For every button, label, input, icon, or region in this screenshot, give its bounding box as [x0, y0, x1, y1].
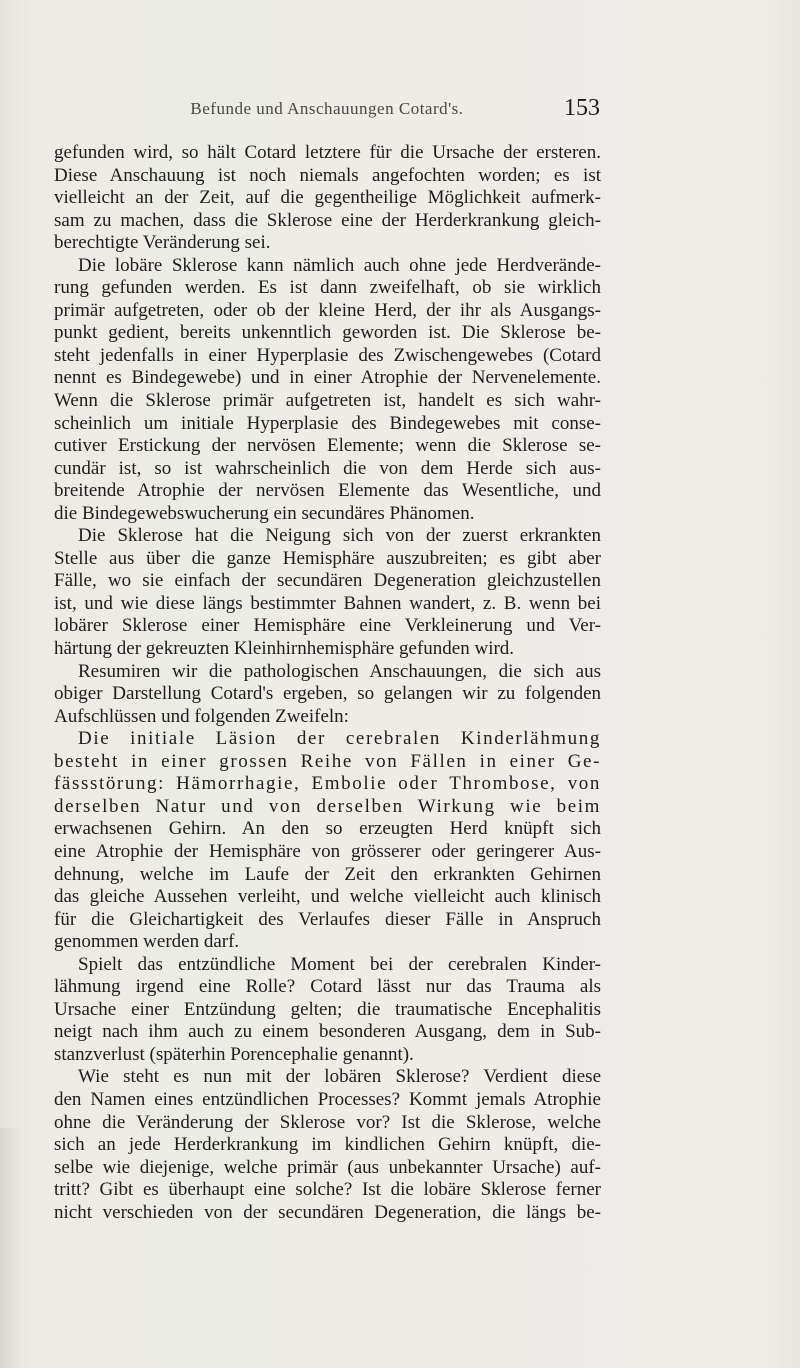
text-line: nennt es Bindegewebe) und in einer Atrophie der Nervenelemente. — [54, 367, 601, 389]
page-edge-stain — [0, 1128, 22, 1368]
text-line: cundär ist, so ist wahrscheinlich die von dem Herde sich aus- — [54, 457, 601, 479]
text-line: Resumiren wir die pathologischen Anschauungen, die sich aus — [78, 660, 601, 682]
text-line: sich an jede Herderkrankung im kindlichen Gehirn knüpft, die- — [54, 1134, 601, 1156]
text-line: cutiver Erstickung der nervösen Elemente; wenn die Sklerose se- — [54, 435, 601, 457]
text-line: obiger Darstellung Cotard's ergeben, so gelangen wir zu folgenden — [54, 683, 601, 705]
text-line: punkt gedient, bereits unkenntlich geworden ist. Die Sklerose be- — [54, 322, 601, 344]
text-line: steht jedenfalls in einer Hyperplasie des Zwischengewebes (Cotard — [54, 344, 601, 366]
text-line: Ursache einer Entzündung gelten; die traumatische Encephalitis — [54, 998, 601, 1020]
text-line: genommen werden darf. — [54, 931, 240, 953]
text-line: vielleicht an der Zeit, auf die gegentheilige Möglichkeit aufmerk- — [54, 187, 601, 209]
text-line: Fälle, wo sie einfach der secundären Degeneration gleichzustellen — [54, 570, 601, 592]
text-line: eine Atrophie der Hemisphäre von grösserer oder geringerer Aus- — [54, 840, 601, 862]
running-header — [54, 95, 600, 125]
text-line: erwachsenen Gehirn. An den so erzeugten Herd knüpft sich — [54, 818, 601, 840]
text-line: Aufschlüssen und folgenden Zweifeln: — [54, 705, 349, 727]
text-line: breitende Atrophie der nervösen Elemente das Wesentliche, und — [54, 480, 601, 502]
running-title: Befunde und Anschauungen Cotard's. — [190, 99, 464, 118]
text-line: härtung der gekreuzten Kleinhirnhemisphäre gefunden wird. — [54, 638, 515, 660]
text-line: rung gefunden werden. Es ist dann zweifelhaft, ob sie wirklich — [54, 277, 601, 299]
text-line: lobärer Sklerose einer Hemisphäre eine Verkleinerung und Ver- — [54, 615, 601, 637]
page-number: 153 — [564, 95, 600, 121]
text-line: berechtigte Veränderung sei. — [54, 232, 271, 254]
text-line: stanzverlust (späterhin Porencephalie genannt). — [54, 1043, 414, 1065]
text-line: das gleiche Aussehen verleiht, und welche vielleicht auch klinisch — [54, 886, 601, 908]
text-line: tritt? Gibt es überhaupt eine solche? Ist die lobäre Sklerose ferner — [54, 1179, 601, 1201]
text-line: gefunden wird, so hält Cotard letztere für die Ursache der ersteren. — [54, 142, 601, 163]
text-line: Stelle aus über die ganze Hemisphäre auszubreiten; es gibt aber — [54, 547, 601, 569]
text-line: den Namen eines entzündlichen Processes? Kommt jemals Atrophie — [54, 1088, 601, 1110]
text-line: Wenn die Sklerose primär aufgetreten ist, handelt es sich wahr- — [54, 390, 601, 412]
text-line: sam zu machen, dass die Sklerose eine der Herderkrankung gleich- — [54, 209, 601, 231]
text-line: Wie steht es nun mit der lobären Sklerose? Verdient diese — [78, 1066, 601, 1088]
text-line: Die Sklerose hat die Neigung sich von der zuerst erkrankten — [78, 525, 601, 547]
text-line: Spielt das entzündliche Moment bei der cerebralen Kinder- — [78, 953, 601, 975]
text-line: Diese Anschauung ist noch niemals angefochten worden; es ist — [54, 164, 601, 186]
text-line: lähmung irgend eine Rolle? Cotard lässt nur das Trauma als — [54, 976, 601, 998]
text-line: neigt nach ihm auch zu einem besonderen Ausgang, dem in Sub- — [54, 1021, 601, 1043]
text-line: scheinlich um initiale Hyperplasie des Bindegewebes mit conse- — [54, 412, 601, 434]
text-line: Die initiale Läsion der cerebralen Kinderlähmung — [78, 728, 601, 750]
text-line: derselben Natur und von derselben Wirkung wie beim — [54, 795, 601, 817]
text-line: dehnung, welche im Laufe der Zeit den erkrankten Gehirnen — [54, 863, 601, 885]
text-line: selbe wie diejenige, welche primär (aus unbekannter Ursache) auf- — [54, 1156, 601, 1178]
text-line: Die lobäre Sklerose kann nämlich auch ohne jede Herdverände- — [78, 254, 601, 276]
text-line: nicht verschieden von der secundären Degeneration, die längs be- — [54, 1201, 601, 1223]
text-line: besteht in einer grossen Reihe von Fällen in einer Ge- — [54, 750, 601, 772]
text-line: ohne die Veränderung der Sklerose vor? Ist die Sklerose, welche — [54, 1111, 601, 1133]
text-line: fässstörung: Hämorrhagie, Embolie oder Thrombose, von — [54, 773, 601, 795]
body-text — [54, 142, 601, 1224]
text-line: die Bindegewebswucherung ein secundäres Phänomen. — [54, 502, 475, 524]
text-line: primär aufgetreten, oder ob der kleine Herd, der ihr als Ausgangs- — [54, 299, 601, 321]
text-line: für die Gleichartigkeit des Verlaufes dieser Fälle in Anspruch — [54, 908, 601, 930]
text-line: ist, und wie diese längs bestimmter Bahnen wandert, z. B. wenn bei — [54, 592, 601, 614]
